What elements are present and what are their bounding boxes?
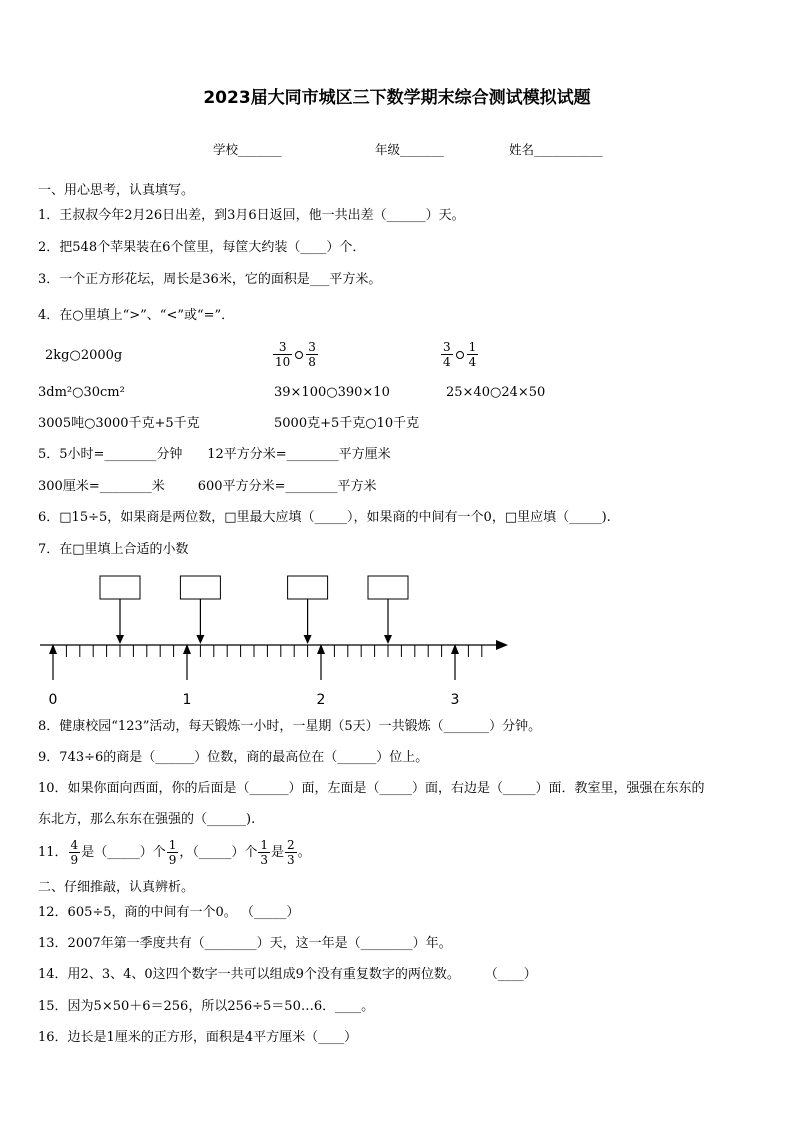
answer-box xyxy=(288,576,328,599)
question-9: 9．743÷6的商是（______）位数，商的最高位在（______）位上。 xyxy=(38,750,429,765)
question-3: 3．一个正方形花坛，周长是36米，它的面积是___平方米。 xyxy=(38,272,382,287)
major-label: 0 xyxy=(48,692,58,708)
q4-item-c xyxy=(440,340,479,369)
page-title: 2023届大同市城区三下数学期末综合测试模拟试题 xyxy=(203,88,591,108)
answer-box xyxy=(368,576,408,599)
question-5-line-1: 5．5小时=________分钟 12平方分米=________平方厘米 xyxy=(38,447,391,462)
down-arrowhead-icon xyxy=(196,635,204,644)
question-5-line-2: 300厘米=________米 600平方分米=________平方米 xyxy=(38,479,377,494)
down-arrowhead-icon xyxy=(304,635,312,644)
question-11: 11． $\frac{4}{9}$ 是（_____）个 $\frac{1}{9}$ ，（_____）个 $\frac{1}{3}$ 是 $\frac{2}{3}$ 。 xyxy=(38,838,311,867)
question-15: 15．因为5×50＋6＝256，所以256÷5＝50…6．____。 xyxy=(38,999,375,1014)
fraction: $\frac{4}{9}$ xyxy=(70,838,79,867)
school-field: 学校_______ xyxy=(213,142,282,157)
number-line-ticks xyxy=(53,645,482,657)
question-14: 14．用2、3、4、0这四个数字一共可以组成9个没有重复数字的两位数。 （____） xyxy=(38,967,537,982)
major-label: 3 xyxy=(450,692,460,708)
q4-item-a: 2kg○2000g xyxy=(45,348,123,363)
section-1-heading: 一、用心思考，认真填写。 xyxy=(38,183,195,198)
number-line-arrowhead-icon xyxy=(496,640,508,650)
question-7: 7．在□里填上合适的小数 xyxy=(38,542,189,557)
answer-box xyxy=(100,576,140,599)
fraction: $\frac{1}{3}$ xyxy=(260,838,268,867)
down-arrowhead-icon xyxy=(384,635,392,644)
q4-item-h: 5000克+5千克○10千克 xyxy=(274,416,420,431)
major-label: 1 xyxy=(182,692,192,708)
fraction: $\frac{3}{8}$ xyxy=(308,340,316,369)
fraction: $\frac{3}{10}$ xyxy=(275,340,291,369)
section-2-heading: 二、仔细推敲，认真辨析。 xyxy=(38,880,195,895)
question-4: 4．在○里填上“>”、“<”或“=”． xyxy=(38,308,235,323)
question-13: 13．2007年第一季度共有（________）天，这一年是（________）年。 xyxy=(38,936,452,951)
question-10-line-1: 10．如果你面向西面，你的后面是（______）面，左面是（_____）面，右边是（_____）面．教室里，强强在东东的 xyxy=(38,781,705,796)
q4-item-e: 39×100○390×10 xyxy=(274,385,390,400)
question-10-line-2: 东北方，那么东东在强强的（______). xyxy=(38,812,256,827)
q4-item-g: 3005吨○3000千克+5千克 xyxy=(38,416,200,431)
grade-field: 年级_______ xyxy=(375,142,444,157)
q4-item-b xyxy=(272,340,319,369)
answer-box xyxy=(180,576,220,599)
answer-boxes xyxy=(100,576,408,644)
question-12: 12．605÷5，商的中间有一个0。 （_____） xyxy=(38,905,300,920)
fraction: $\frac{3}{4}$ xyxy=(443,340,451,369)
question-2: 2．把548个苹果装在6个筐里，每筐大约装（____）个． xyxy=(38,240,366,255)
number-line-diagram xyxy=(0,565,794,715)
q4-item-f: 25×40○24×50 xyxy=(446,385,546,400)
down-arrowhead-icon xyxy=(116,635,124,644)
question-6: 6．□15÷5，如果商是两位数，□里最大应填（_____），如果商的中间有一个0，□里应填（_____). xyxy=(38,510,611,525)
fraction: $\frac{2}{3}$ xyxy=(287,838,295,867)
q4-item-d: 3dm²○30cm² xyxy=(38,385,125,400)
question-16: 16．边长是1厘米的正方形，面积是4平方厘米（____） xyxy=(38,1030,358,1045)
question-8: 8．健康校园“123”活动，每天锻炼一小时，一星期（5天）一共锻炼（_______）分钟。 xyxy=(38,719,542,734)
fraction: $\frac{1}{4}$ xyxy=(468,340,477,369)
question-1: 1．王叔叔今年2月26日出差，到3月6日返回，他一共出差（______）天。 xyxy=(38,208,465,223)
fraction: $\frac{1}{9}$ xyxy=(168,838,177,867)
compare-circle-icon xyxy=(295,351,303,359)
name-field: 姓名___________ xyxy=(509,142,603,157)
compare-circle-icon xyxy=(456,351,464,359)
major-label: 2 xyxy=(316,692,326,708)
